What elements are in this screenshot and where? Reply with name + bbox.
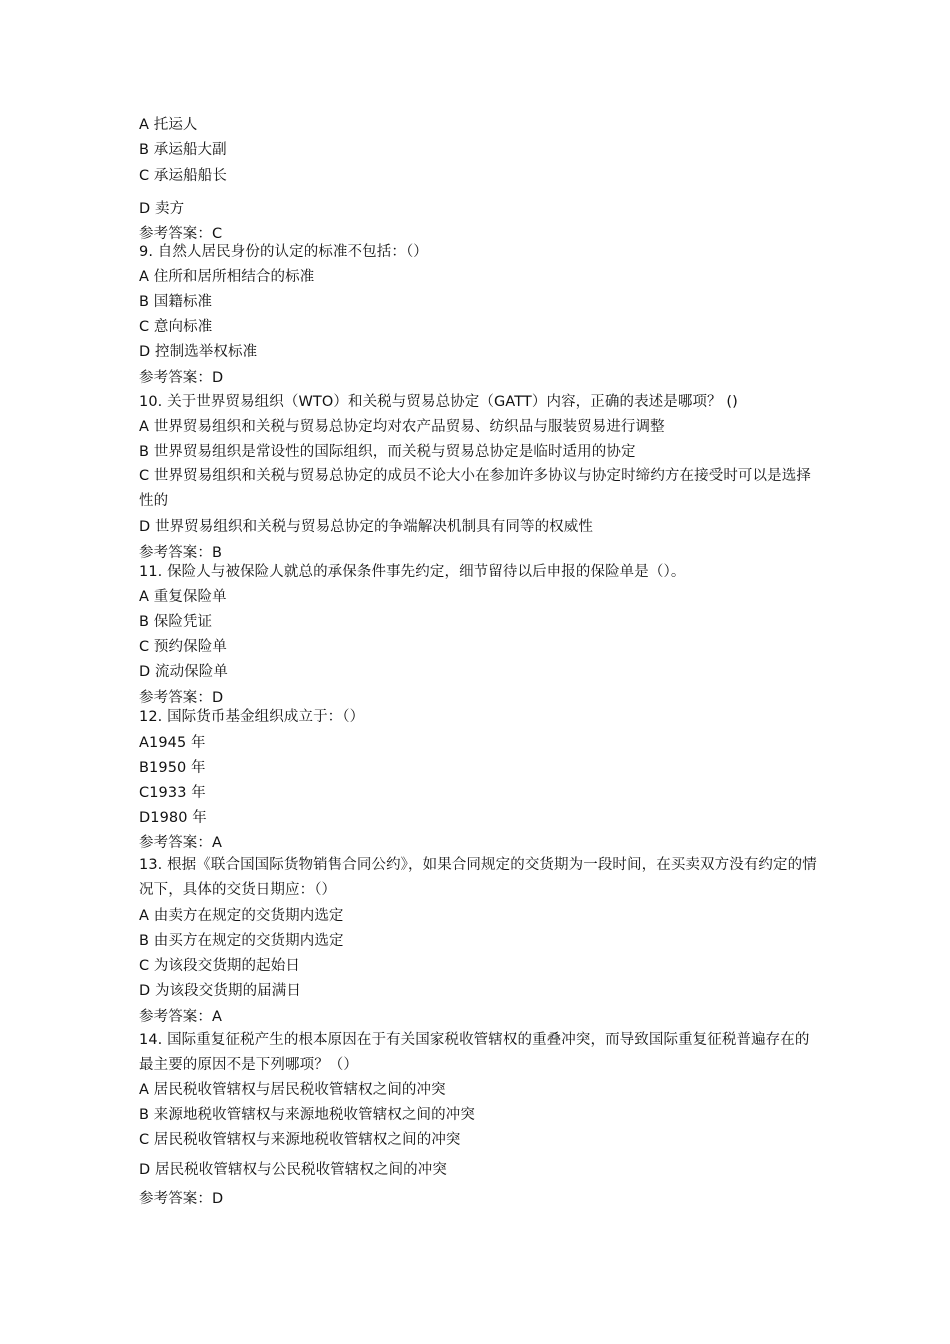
answer-q14: 参考答案：D	[139, 1191, 224, 1207]
option-c-q14: C 居民税收管辖权与来源地税收管辖权之间的冲突	[139, 1132, 461, 1148]
option-a-q14: A 居民税收管辖权与居民税收管辖权之间的冲突	[139, 1082, 446, 1098]
option-d-q9: D 控制选举权标准	[139, 344, 258, 360]
option-b-q13: B 由买方在规定的交货期内选定	[139, 933, 344, 949]
option-d-q10: D 世界贸易组织和关税与贸易总协定的争端解决机制具有同等的权威性	[139, 519, 593, 535]
answer-q13: 参考答案：A	[139, 1009, 223, 1025]
option-c-q10: C 世界贸易组织和关税与贸易总协定的成员不论大小在参加许多协议与协定时缔约方在接受时可以是选择性的	[139, 468, 811, 509]
question-9: 9. 自然人居民身份的认定的标准不包括：（）	[139, 244, 428, 260]
answer-q10: 参考答案：B	[139, 545, 223, 561]
option-b-q9: B 国籍标准	[139, 294, 213, 310]
option-d-q8: D 卖方	[139, 201, 185, 217]
option-b-q11: B 保险凭证	[139, 614, 213, 630]
answer-q11: 参考答案：D	[139, 690, 224, 706]
option-a-q10: A 世界贸易组织和关税与贸易总协定均对农产品贸易、纺织品与服装贸易进行调整	[139, 419, 665, 435]
question-11: 11. 保险人与被保险人就总的承保条件事先约定，细节留待以后申报的保险单是（）。	[139, 564, 686, 580]
option-c-q11: C 预约保险单	[139, 639, 227, 655]
question-12: 12. 国际货币基金组织成立于：（）	[139, 709, 365, 725]
option-b-q10: B 世界贸易组织是常设性的国际组织，而关税与贸易总协定是临时适用的协定	[139, 444, 636, 460]
option-a-q13: A 由卖方在规定的交货期内选定	[139, 908, 344, 924]
answer-q12: 参考答案：A	[139, 835, 223, 851]
option-c-q8: C 承运船船长	[139, 168, 227, 184]
answer-q8: 参考答案：C	[139, 226, 223, 242]
option-b-q14: B 来源地税收管辖权与来源地税收管辖权之间的冲突	[139, 1107, 475, 1123]
option-d-q13: D 为该段交货期的届满日	[139, 983, 301, 999]
question-14: 14. 国际重复征税产生的根本原因在于有关国家税收管辖权的重叠冲突，而导致国际重复征税普遍存在的最主要的原因不是下列哪项？（）	[139, 1032, 810, 1073]
option-c-q9: C 意向标准	[139, 319, 213, 335]
option-b-q8: B 承运船大副	[139, 142, 227, 158]
option-a-q9: A 住所和居所相结合的标准	[139, 269, 315, 285]
option-d-q14: D 居民税收管辖权与公民税收管辖权之间的冲突	[139, 1162, 447, 1178]
option-a-q11: A 重复保险单	[139, 589, 227, 605]
option-b-q12: B1950 年	[139, 760, 206, 776]
option-d-q11: D 流动保险单	[139, 664, 228, 680]
option-a-q12: A1945 年	[139, 735, 206, 751]
option-c-q13: C 为该段交货期的起始日	[139, 958, 300, 974]
option-c-q12: C1933 年	[139, 785, 206, 801]
question-10: 10. 关于世界贸易组织（WTO）和关税与贸易总协定（GATT）内容，正确的表述是哪项？ ()	[139, 394, 738, 410]
option-d-q12: D1980 年	[139, 810, 207, 826]
question-13: 13. 根据《联合国国际货物销售合同公约》，如果合同规定的交货期为一段时间，在买卖双方没有约定的情况下，具体的交货日期应：（）	[139, 857, 817, 898]
answer-q9: 参考答案：D	[139, 370, 224, 386]
option-a-q8: A 托运人	[139, 117, 198, 133]
